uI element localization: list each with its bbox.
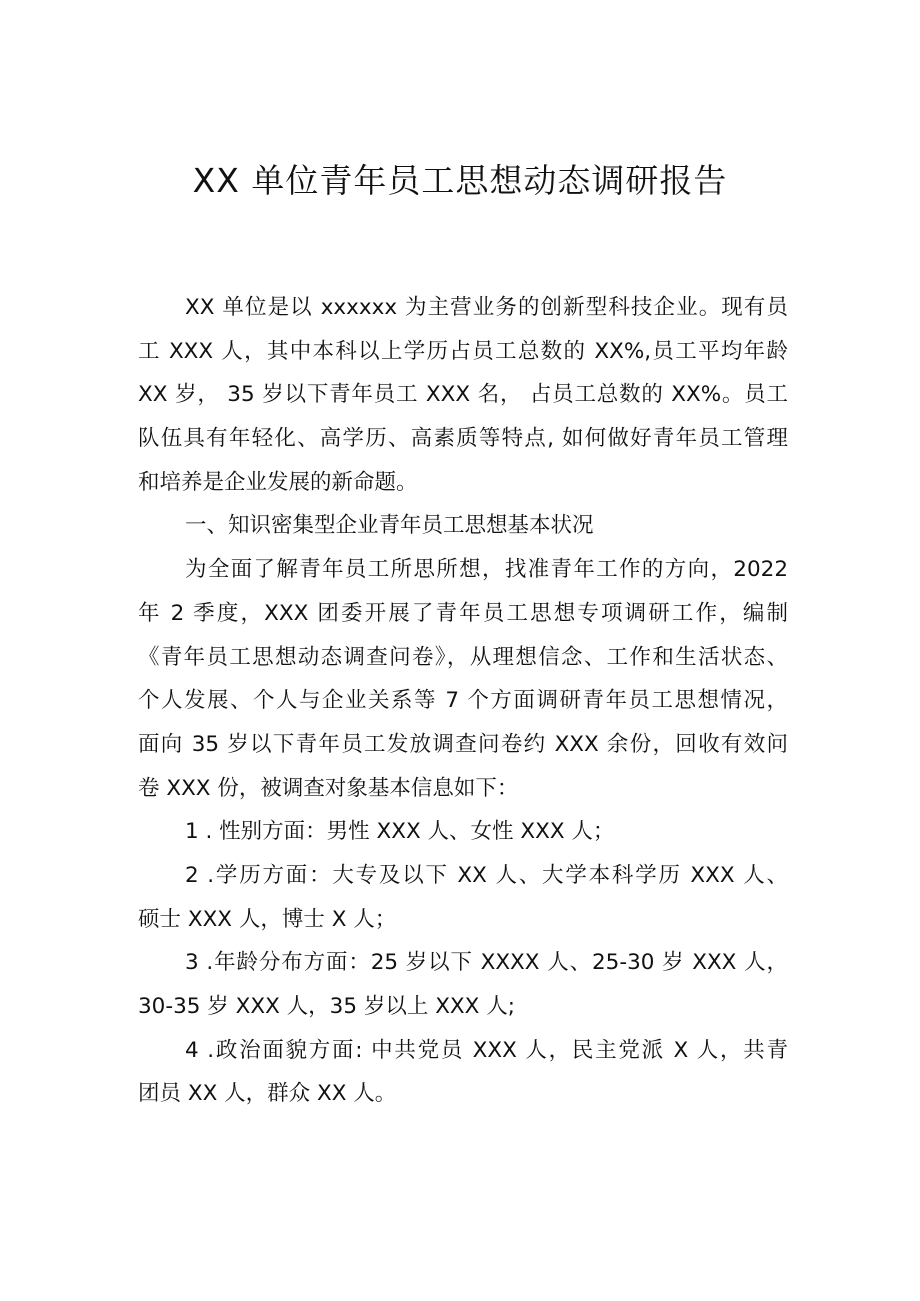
text-line: XX 岁， 35 岁以下青年员工 XXX 名， 占员工总数的 XX%。员工 — [138, 382, 788, 408]
text-line: 2 .学历方面：大专及以下 XX 人、大学本科学历 XXX 人、 — [185, 862, 788, 888]
text-line: 4 .政治面貌方面: 中共党员 XXX 人，民主党派 X 人，共青 — [185, 1037, 788, 1063]
text-line: 年 2 季度，XXX 团委开展了青年员工思想专项调研工作，编制 — [138, 600, 788, 626]
text-line: 个人发展、个人与企业关系等 7 个方面调研青年员工思想情况， — [138, 688, 788, 714]
text-line: 队伍具有年轻化、高学历、高素质等特点, 如何做好青年员工管理 — [138, 426, 788, 452]
intro-paragraph — [138, 286, 788, 504]
section-heading: 一、知识密集型企业青年员工思想基本状况 — [185, 513, 594, 539]
list-item-gender — [138, 810, 788, 854]
text-line: XX 单位是以 xxxxxx 为主营业务的创新型科技企业。现有员 — [185, 295, 788, 320]
text-line: 《青年员工思想动态调查问卷》，从理想信念、工作和生活状态、 — [138, 644, 788, 670]
document-body — [138, 286, 788, 1116]
text-line: 卷 XXX 份，被调查对象基本信息如下： — [138, 775, 519, 801]
text-line: 30-35 岁 XXX 人，35 岁以上 XXX 人; — [138, 994, 515, 1019]
list-item-political — [138, 1029, 788, 1116]
list-item-age — [138, 941, 788, 1028]
text-line: 1 . 性别方面：男性 XXX 人、女性 XXX 人； — [185, 819, 615, 845]
text-line: 和培养是企业发展的新命题。 — [138, 469, 418, 495]
text-line: 硕士 XXX 人，博士 X 人； — [138, 906, 397, 932]
text-line: 工 XXX 人，其中本科以上学历占员工总数的 XX%,员工平均年龄 — [138, 338, 788, 364]
text-line: 团员 XX 人，群众 XX 人。 — [138, 1081, 397, 1107]
list-item-education — [138, 854, 788, 941]
text-line: 3 .年龄分布方面：25 岁以下 XXXX 人、25-30 岁 XXX 人， — [185, 950, 788, 976]
text-line: 为全面了解青年员工所思所想，找准青年工作的方向，2022 — [185, 557, 788, 583]
text-line: 面向 35 岁以下青年员工发放调查问卷约 XXX 余份，回收有效问 — [138, 731, 788, 757]
survey-paragraph — [138, 548, 788, 810]
document-title: XX 单位青年员工思想动态调研报告 — [192, 161, 728, 200]
